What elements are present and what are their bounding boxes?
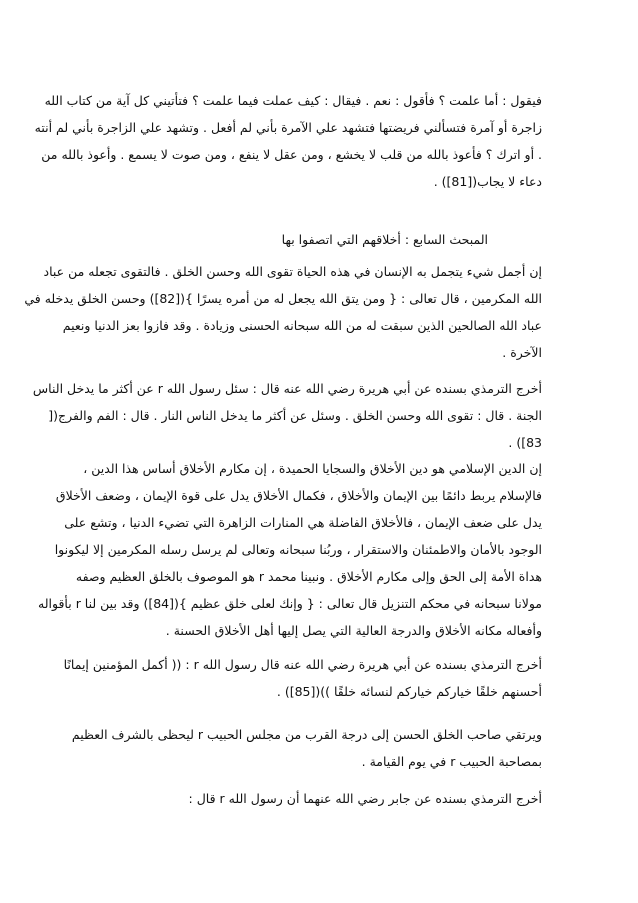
- paragraph-4-line-3: يدل على ضعف الإيمان ، فالأخلاق الفاضلة هي المنارات الزاهرة التي تضيء الدنيا ، وتشع على: [64, 515, 542, 530]
- paragraph-4-line-5: هداة الأمة إلى الحق وإلى مكارم الأخلاق . ونبينا محمد r هو الموصوف بالخلق العظيم وصفه: [75, 569, 542, 584]
- paragraph-3-line-2: الجنة . قال : تقوى الله وحسن الخلق . وسئل عن أكثر ما يدخل الناس النار . قال : الفم والفرج([: [48, 408, 542, 423]
- paragraph-5-line-2: أحسنهم خلقًا خياركم خياركم لنسائه خلقًا ))([85]) .: [276, 684, 542, 699]
- paragraph-3-line-1: أخرج الترمذي بسنده عن أبي هريرة رضي الله عنه قال : سئل رسول الله r عن أكثر ما يدخل الناس: [32, 381, 542, 396]
- paragraph-2-line-2: الله المكرمين ، قال تعالى : { ومن يتق الله يجعل له من أمره يسرًا }([82]) وحسن الخلق يدخله في: [24, 291, 542, 306]
- paragraph-4-line-4: الوجود بالأمان والاطمئنان والاستقرار ، وربُنا سبحانه وتعالى لم يرسل رسله المكرمين إلا ليكونوا: [54, 542, 542, 557]
- paragraph-5-line-1: أخرج الترمذي بسنده عن أبي هريرة رضي الله عنه قال رسول الله r : (( أكمل المؤمنين إيمانًا: [63, 657, 542, 672]
- paragraph-3-line-3: 83]) .: [508, 435, 542, 450]
- paragraph-6-line-1: ويرتقي صاحب الخلق الحسن إلى درجة القرب من مجلس الحبيب r ليحظى بالشرف العظيم: [71, 727, 542, 742]
- paragraph-4-line-6: مولانا سبحانه في محكم التنزيل قال تعالى : { وإنك لعلى خلق عظيم }([84]) وقد بين لنا r بأقواله: [38, 596, 542, 611]
- paragraph-1-line-2: زاجرة أو آمرة فتسألني فريضتها فتشهد علي الآمرة بأني لم أفعل . وتشهد علي الزاجرة بأني لم أنته: [34, 120, 542, 135]
- paragraph-7-line-1: أخرج الترمذي بسنده عن جابر رضي الله عنهما أن رسول الله r قال :: [188, 791, 542, 806]
- paragraph-2-line-3: عباد الله الصالحين الذين سبقت له من الله سبحانه الحسنى وزيادة . وقد فازوا بعز الدنيا ونعيم: [62, 318, 542, 333]
- paragraph-1-line-4: دعاء لا يجاب([81]) .: [433, 174, 542, 189]
- paragraph-1-line-3: . أو اترك ؟ فأعوذ بالله من قلب لا يخشع ، ومن عقل لا ينفع ، ومن صوت لا يسمع . وأعوذ بالله من: [41, 147, 542, 162]
- paragraph-2-line-1: إن أجمل شيء يتجمل به الإنسان في هذه الحياة تقوى الله وحسن الخلق . فالتقوى تجعله من عباد: [43, 264, 542, 279]
- paragraph-6-line-2: بمصاحبة الحبيب r في يوم القيامة .: [361, 754, 542, 769]
- paragraph-1-line-1: فيقول : أما علمت ؟ فأقول : نعم . فيقال : كيف عملت فيما علمت ؟ فتأتيني كل آية من كتاب الله: [44, 93, 542, 108]
- paragraph-2-line-4: الآخرة .: [502, 345, 542, 360]
- paragraph-4-line-7: وأفعاله مكانه الأخلاق والدرجة العالية التي يصل إليها أهل الأخلاق الحسنة .: [165, 623, 542, 638]
- paragraph-4-line-2: فالإسلام يربط دائمًا بين الإيمان والأخلاق ، فكمال الأخلاق يدل على قوة الإيمان ، وضعف الأخلاق: [55, 488, 542, 503]
- paragraph-4-line-1: إن الدين الإسلامي هو دين الأخلاق والسجايا الحميدة ، إن مكارم الأخلاق أساس هذا الدين ،: [83, 461, 542, 476]
- section-heading: المبحث السابع : أخلاقهم التي اتصفوا بها: [281, 232, 488, 247]
